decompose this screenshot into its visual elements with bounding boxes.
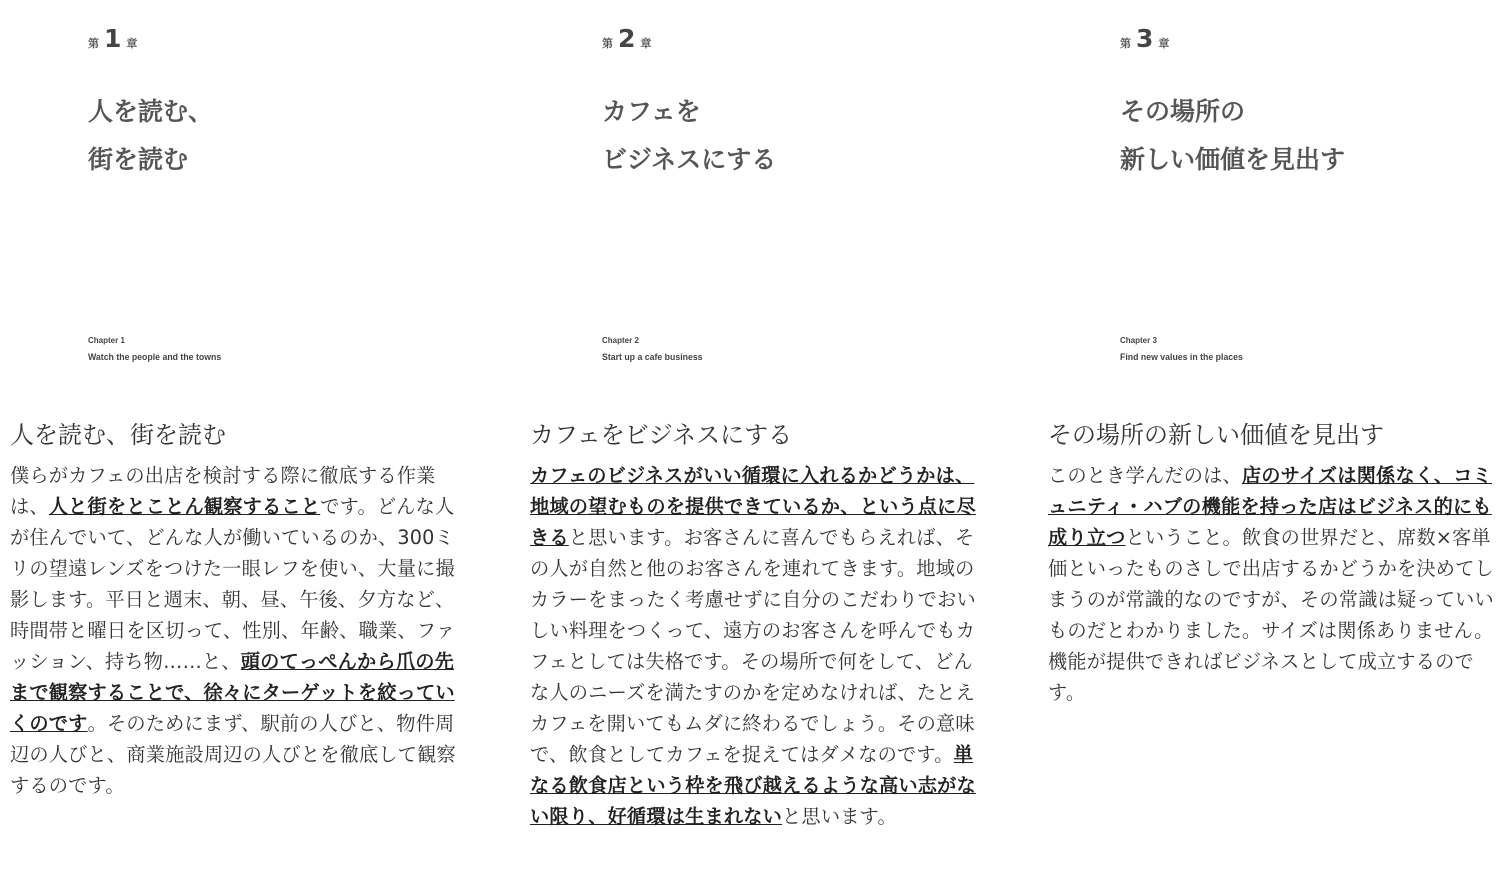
emphasis-text: 頭のてっぺんから爪の先まで観察することで、徐々にターゲットを絞っていくのです <box>10 650 455 735</box>
chapter-english-caption: Chapter 1 Watch the people and the towns <box>88 336 222 363</box>
body-text: と思います。 <box>782 805 897 828</box>
chapter-cover <box>520 0 1010 395</box>
chapter-label: 第 3 章 <box>1120 24 1170 53</box>
chapter-cover <box>0 0 490 395</box>
body-text: と思います。お客さんに喜んでもらえれば、その人が自然と他のお客さんを連れてきます。地域のカラーをまったく考慮せずに自分のこだわりでおいしい料理をつくって、遠方のお客さんを呼んでもカフェとしては失格です。その場所で何をして、どんな人のニーズを満たすのかを定めなければ、たとえカフェを開いてもムダに終わるでしょう。その意味で、飲食としてカフェを捉えてはダメなのです。 <box>530 526 976 766</box>
chapter-label: 第 2 章 <box>602 24 652 53</box>
chapter-summary <box>530 418 992 832</box>
chapter-summary <box>1048 418 1504 708</box>
section-heading: 人を読む、街を読む <box>10 421 226 449</box>
emphasis-text: 店のサイズは関係なく、コミュニティ・ハブの機能を持った店はビジネス的にも成り立つ <box>1048 464 1492 549</box>
chapter-english-caption: Chapter 2 Start up a cafe business <box>602 336 703 363</box>
section-heading: その場所の新しい価値を見出す <box>1048 421 1384 449</box>
chapter-label: 第 1 章 <box>88 24 138 53</box>
chapter-summary <box>10 418 472 801</box>
emphasis-text: カフェのビジネスがいい循環に入れるかどうかは、地域の望むものを提供できているか、という点に尽きる <box>530 464 976 549</box>
chapter-number: 3 <box>1136 24 1154 53</box>
chapter-english-caption: Chapter 3 Find new values in the places <box>1120 336 1243 363</box>
body-text: 僕らがカフェの出店を検討する際に徹底する作業は、 <box>10 464 436 518</box>
body-text: です。どんな人が住んでいて、どんな人が働いているのか、300ミリの望遠レンズをつけた一眼レフを使い、大量に撮影します。平日と週末、朝、昼、午後、夕方など、時間帯と曜日を区切って、性別、年齢、職業、ファッション、持ち物……と、 <box>10 495 456 673</box>
chapter-title: カフェを ビジネスにする <box>602 97 777 174</box>
section-body <box>1048 460 1504 708</box>
emphasis-text: 単なる飲食店という枠を飛び越えるような高い志がない限り、好循環は生まれない <box>530 743 976 828</box>
emphasis-text: 人と街をとことん観察すること <box>48 495 321 518</box>
section-heading: カフェをビジネスにする <box>530 421 793 449</box>
chapter-title: 人を読む、 街を読む <box>88 97 214 174</box>
body-text: 。そのためにまず、駅前の人びと、物件周辺の人びと、商業施設周辺の人びとを徹底して観察するのです。 <box>10 712 456 797</box>
chapter-number: 1 <box>104 24 122 53</box>
section-body <box>10 460 472 801</box>
body-text: ということ。飲食の世界だと、席数×客単価といったものさしで出店するかどうかを決めてしまうのが常識的なのですが、その常識は疑っていいものだとわかりました。サイズは関係ありません。機能が提供できればビジネスとして成立するのです。 <box>1048 526 1494 704</box>
section-body <box>530 460 992 832</box>
chapter-cover <box>1038 0 1504 395</box>
body-text: このとき学んだのは、 <box>1048 464 1242 487</box>
chapter-title: その場所の 新しい価値を見出す <box>1120 97 1346 174</box>
chapter-number: 2 <box>618 24 636 53</box>
